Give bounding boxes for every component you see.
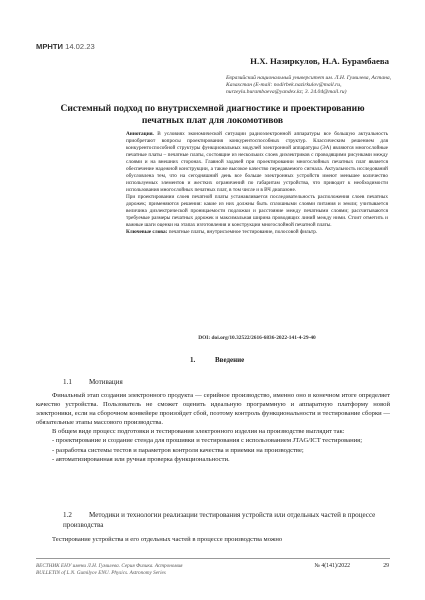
keywords: печатные платы, внутрисхемное тестирование, полосовой фильтр. (168, 228, 318, 235)
journal-footer: ВЕСТНИК ЕНУ имени Л.Н. Гумилева. Серия Физика. Астрономия BULLETIN of L.N. Gumilyov ENU. Physics. Astronomy Series (36, 563, 183, 576)
footer-rule (36, 558, 390, 559)
issue-number: № 4(141)/2022 (314, 563, 350, 569)
keywords-label: Ключевые слова: (126, 228, 168, 235)
doi-link[interactable]: DOI: doi.org/10.32522/2616-6836-2022-141-4-29-40 (198, 335, 316, 341)
body-text (36, 391, 390, 464)
paragraph: Тестирование устройства и его отдельных частей в процессе производства можно (52, 536, 283, 543)
subsection-1-2: 1.2 Методики и технологии реализации тестирования устройств или отдельных частей в процессе производства (63, 511, 376, 529)
paper-title: Системный подход по внутрисхемной диагностике и проектированию печатных плат для локомотивов (60, 103, 365, 127)
list-item: - проектирование и создание стенда для прошивки и тестирования с использованием JTAG/ICT тестирования; (52, 437, 363, 445)
page-number: 29 (383, 563, 389, 569)
abstract-para2: При проектировании слоев печатной платы устанавливается последовательность расположения слоев печатных дорожек; применяются решения: какие из них должны быть сплошными слоями питания и земли; учитывается величина диэлектрической проницаемости подложки и расстояние между печатными слоями; рассчитываются требуемые размеры печатных дорожек и максимальная ширина проводящих линий между ними. Стоит отметить и важные шаги оценки на этапах изготовления и конструкции многослойной печатной платы. (126, 193, 388, 228)
authors: Н.Х. Назиркулов, Н.А. Бурамбаева (250, 56, 389, 66)
abstract (126, 131, 388, 236)
list-item: - разработка системы тестов и параметров контроля качества и приемки на производстве; (52, 446, 304, 454)
mrnti-code: МРНТИ 14.02.23 (36, 42, 95, 51)
paragraph: В общем виде процесс подготовки и тестирования электронного изделия на производстве выглядит так: (52, 428, 345, 436)
abstract-text: В условиях экономической ситуации радиоэлектронной аппаратуры все большую актуальность приобретают вопросы проектирования конкурентоспособных структур. Классическим решением для конкурентоспособной структуры функциональных модулей электронной аппаратуры (ЭА) являются многослойные печатные платы – печатные платы, состоящие из нескольких слоев диэлектриков с проводящими рисунками между слоями и на внешних сторонах. Главной задачей при проектировании многослойных печатных плат является обеспечение надежной конструкции, а также высокое качество передаваемого сигнала. Актуальность исследований обусловлена тем, что на сегодняшний день все больше электронных устройств имеют меньшее количество используемых элементов и жестких ограничений по габаритам устройства, что приводит к необходимости использования многослойных печатных плат, в том числе и в ВЧ диапазоне. (126, 131, 388, 193)
subsection-1-1: 1.1 Мотивация (63, 378, 123, 386)
abstract-label: Аннотация. (126, 131, 154, 137)
paragraph: Финальный этап создания электронного продукта — серийное производство, именно оно в конечном итоге определяет качество устройства. Пользователь не сможет оценить идеальную программную и аппаратную платформу новой электроники, если на сборочном конвейере произойдет сбой, поэтому контроль функциональности и тестирование сборки — обязательные этапы массового производства. (36, 392, 390, 427)
affiliation: Евразийский национальный университет им. Л.Н. Гумилева, Астана, Казахстан (E-mail: nodirbek.nazirkulov@mail.ru, nurzeyla.burambaeva@yandex.kz; 3. 24.04@mail.ru) (226, 75, 392, 95)
body-text-2 (36, 535, 390, 544)
list-item: - автоматизированная или ручная проверка функциональности. (52, 455, 230, 463)
